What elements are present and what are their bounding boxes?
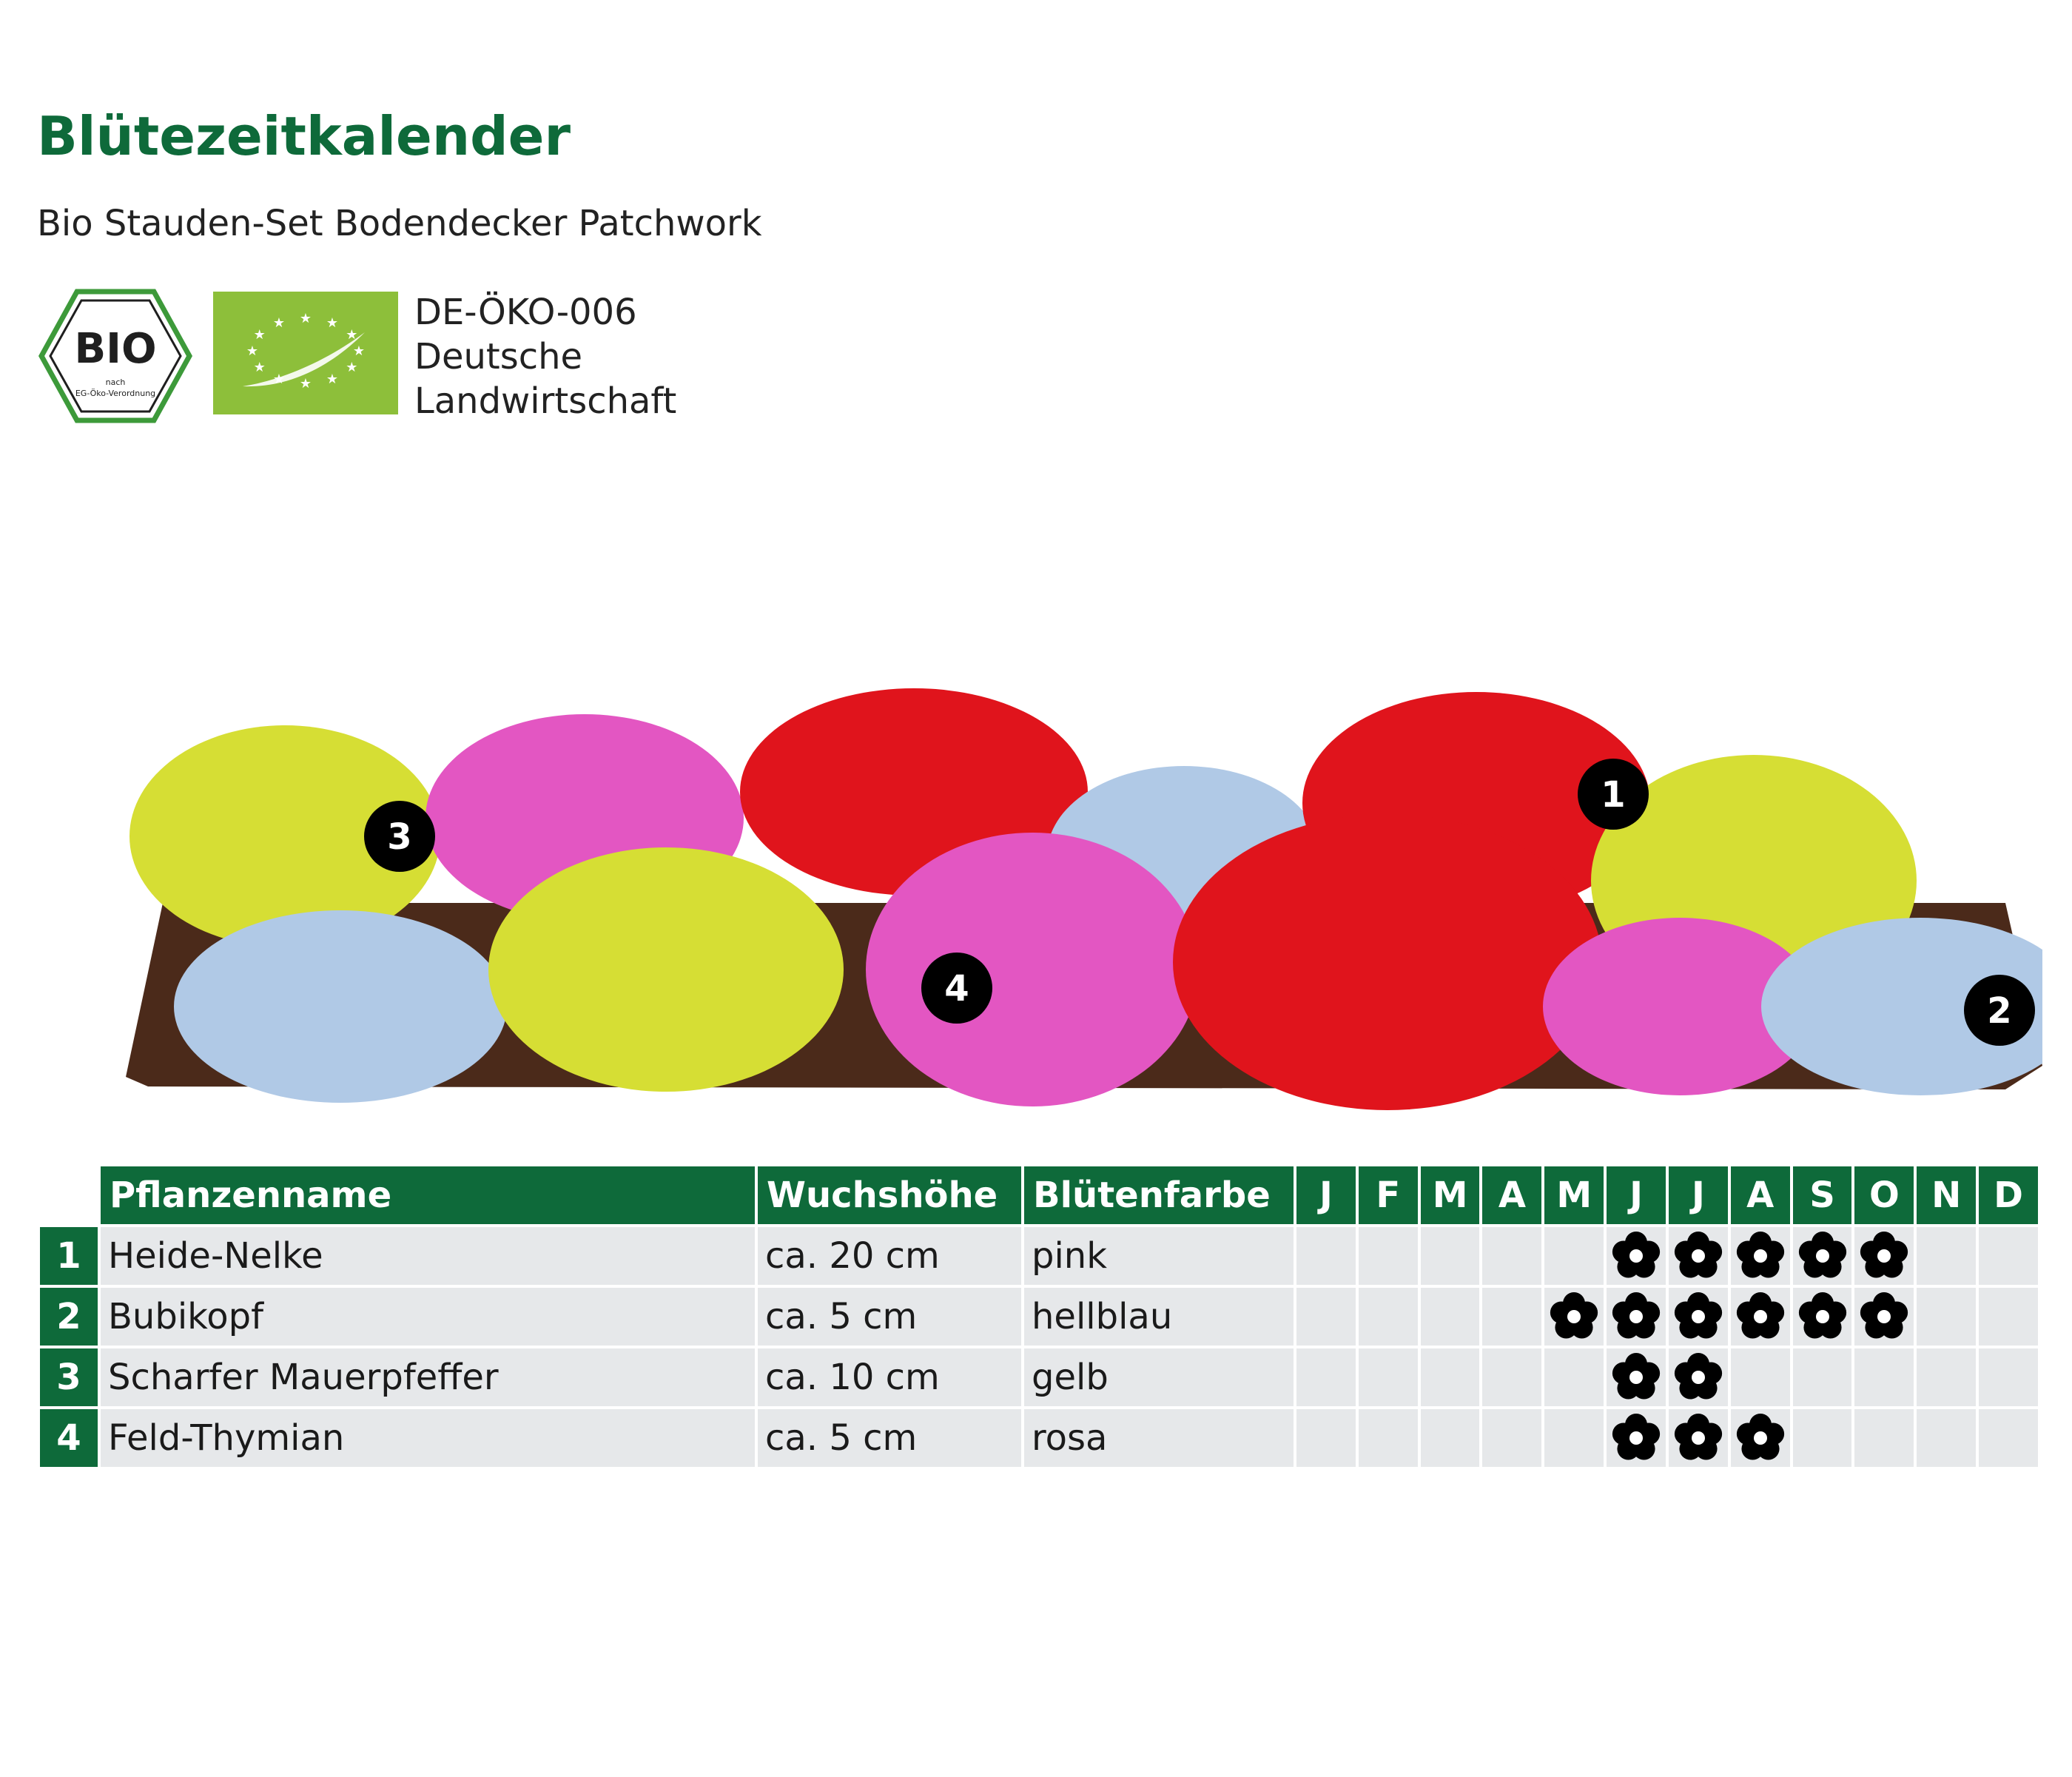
eu-star-icon: ★ [326,372,339,388]
header-height: Wuchshöhe [758,1166,1021,1224]
header-month: M [1421,1166,1480,1224]
month-cell [1296,1288,1356,1346]
row-number: 4 [40,1409,98,1467]
cert-line-3: Landwirtschaft [414,380,677,422]
month-cell [1544,1409,1604,1467]
svg-text:EG-Öko-Verordnung: EG-Öko-Verordnung [75,389,156,398]
flower-icon [1672,1291,1724,1343]
table-row [40,1348,2038,1406]
table-header-row [40,1166,2038,1224]
month-cell [1482,1409,1541,1467]
eu-star-icon: ★ [352,343,366,359]
month-cell [1793,1348,1852,1406]
month-cell [1979,1348,2038,1406]
month-cell [1731,1409,1790,1467]
page-subtitle: Bio Stauden-Set Bodendecker Patchwork [37,203,762,244]
month-cell [1917,1288,1976,1346]
month-cell [1917,1227,1976,1285]
plant-height: ca. 5 cm [758,1409,1021,1467]
eu-star-icon: ★ [299,311,312,326]
flower-icon [1858,1230,1910,1282]
month-cell [1669,1288,1728,1346]
header-month: M [1544,1166,1604,1224]
month-cell [1482,1288,1541,1346]
eu-star-icon: ★ [299,376,312,392]
header-month: S [1793,1166,1852,1224]
row-number: 2 [40,1288,98,1346]
month-cell [1793,1409,1852,1467]
month-cell [1482,1348,1541,1406]
month-cell [1979,1288,2038,1346]
month-cell [1731,1288,1790,1346]
month-cell [1917,1348,1976,1406]
flower-icon [1610,1291,1662,1343]
flower-icon [1610,1412,1662,1464]
eu-star-icon: ★ [346,360,358,375]
flower-icon [1858,1291,1910,1343]
pink-cushion [866,833,1199,1106]
month-cell [1731,1348,1790,1406]
marker-1-label: 1 [1601,774,1626,816]
marker-3-label: 3 [387,816,412,858]
eu-star-icon: ★ [253,360,266,375]
month-cell [1421,1227,1480,1285]
month-cell [1854,1227,1914,1285]
month-cell [1359,1348,1418,1406]
month-cell [1607,1227,1666,1285]
month-cell [1482,1227,1541,1285]
header-month: N [1917,1166,1976,1224]
yellow-cushion [488,847,844,1092]
lightblue-cushion [174,910,507,1103]
month-cell [1421,1288,1480,1346]
flower-icon [1735,1230,1786,1282]
certification-text [414,290,676,423]
flower-icon [1610,1351,1662,1403]
month-cell [1359,1288,1418,1346]
table-row [40,1409,2038,1467]
month-cell [1979,1227,2038,1285]
flower-icon [1672,1351,1724,1403]
table-row [40,1288,2038,1346]
header-month: A [1731,1166,1790,1224]
plant-height: ca. 20 cm [758,1227,1021,1285]
header-month: J [1296,1166,1356,1224]
header-month: J [1607,1166,1666,1224]
header-color: Blütenfarbe [1024,1166,1294,1224]
eu-star-icon: ★ [253,327,266,343]
bloom-color: rosa [1024,1409,1294,1467]
marker-4-label: 4 [944,968,969,1010]
bloom-color: pink [1024,1227,1294,1285]
eu-star-icon: ★ [246,343,259,359]
month-cell [1793,1227,1852,1285]
month-cell [1917,1409,1976,1467]
month-cell [1854,1348,1914,1406]
eu-star-icon: ★ [346,327,358,343]
flower-icon [1548,1291,1600,1343]
header-month: A [1482,1166,1541,1224]
bio-logo [38,289,192,423]
header-month: D [1979,1166,2038,1224]
month-cell [1421,1348,1480,1406]
header-plant-name: Pflanzenname [101,1166,755,1224]
marker-2-label: 2 [1987,990,2012,1032]
month-cell [1607,1288,1666,1346]
flower-icon [1735,1412,1786,1464]
month-cell [1359,1227,1418,1285]
page-title: Blütezeitkalender [37,105,571,167]
month-cell [1793,1288,1852,1346]
red-cushion [1173,814,1602,1110]
bloom-color: gelb [1024,1348,1294,1406]
bloom-color: hellblau [1024,1288,1294,1346]
header-month: O [1854,1166,1914,1224]
month-cell [1854,1409,1914,1467]
eu-organic-leaf-logo [213,292,398,414]
month-cell [1731,1227,1790,1285]
cert-line-2: Deutsche [414,336,583,377]
plant-height: ca. 10 cm [758,1348,1021,1406]
table-row [40,1227,2038,1285]
month-cell [1544,1288,1604,1346]
bloom-calendar-table [37,1163,2041,1470]
garden-bed-illustration [118,681,2042,1110]
month-cell [1296,1409,1356,1467]
flower-icon [1735,1291,1786,1343]
month-cell [1296,1348,1356,1406]
flower-icon [1797,1230,1849,1282]
plant-name: Heide-Nelke [101,1227,755,1285]
plant-height: ca. 5 cm [758,1288,1021,1346]
svg-text:nach: nach [105,377,126,387]
row-number: 3 [40,1348,98,1406]
row-number: 1 [40,1227,98,1285]
month-cell [1607,1409,1666,1467]
cert-code: DE-ÖKO-006 [414,292,637,333]
header-month: J [1669,1166,1728,1224]
month-cell [1669,1227,1728,1285]
month-cell [1669,1409,1728,1467]
month-cell [1544,1348,1604,1406]
plant-name: Bubikopf [101,1288,755,1346]
month-cell [1421,1409,1480,1467]
month-cell [1359,1409,1418,1467]
month-cell [1607,1348,1666,1406]
month-cell [1979,1409,2038,1467]
plant-name: Scharfer Mauerpfeffer [101,1348,755,1406]
eu-star-icon: ★ [272,315,286,331]
month-cell [1544,1227,1604,1285]
corner-cell [40,1166,98,1224]
plant-name: Feld-Thymian [101,1409,755,1467]
month-cell [1296,1227,1356,1285]
header-month: F [1359,1166,1418,1224]
month-cell [1669,1348,1728,1406]
flower-icon [1672,1412,1724,1464]
flower-icon [1672,1230,1724,1282]
svg-text:BIO: BIO [74,325,157,373]
flower-icon [1610,1230,1662,1282]
eu-star-icon: ★ [326,315,339,331]
month-cell [1854,1288,1914,1346]
flower-icon [1797,1291,1849,1343]
